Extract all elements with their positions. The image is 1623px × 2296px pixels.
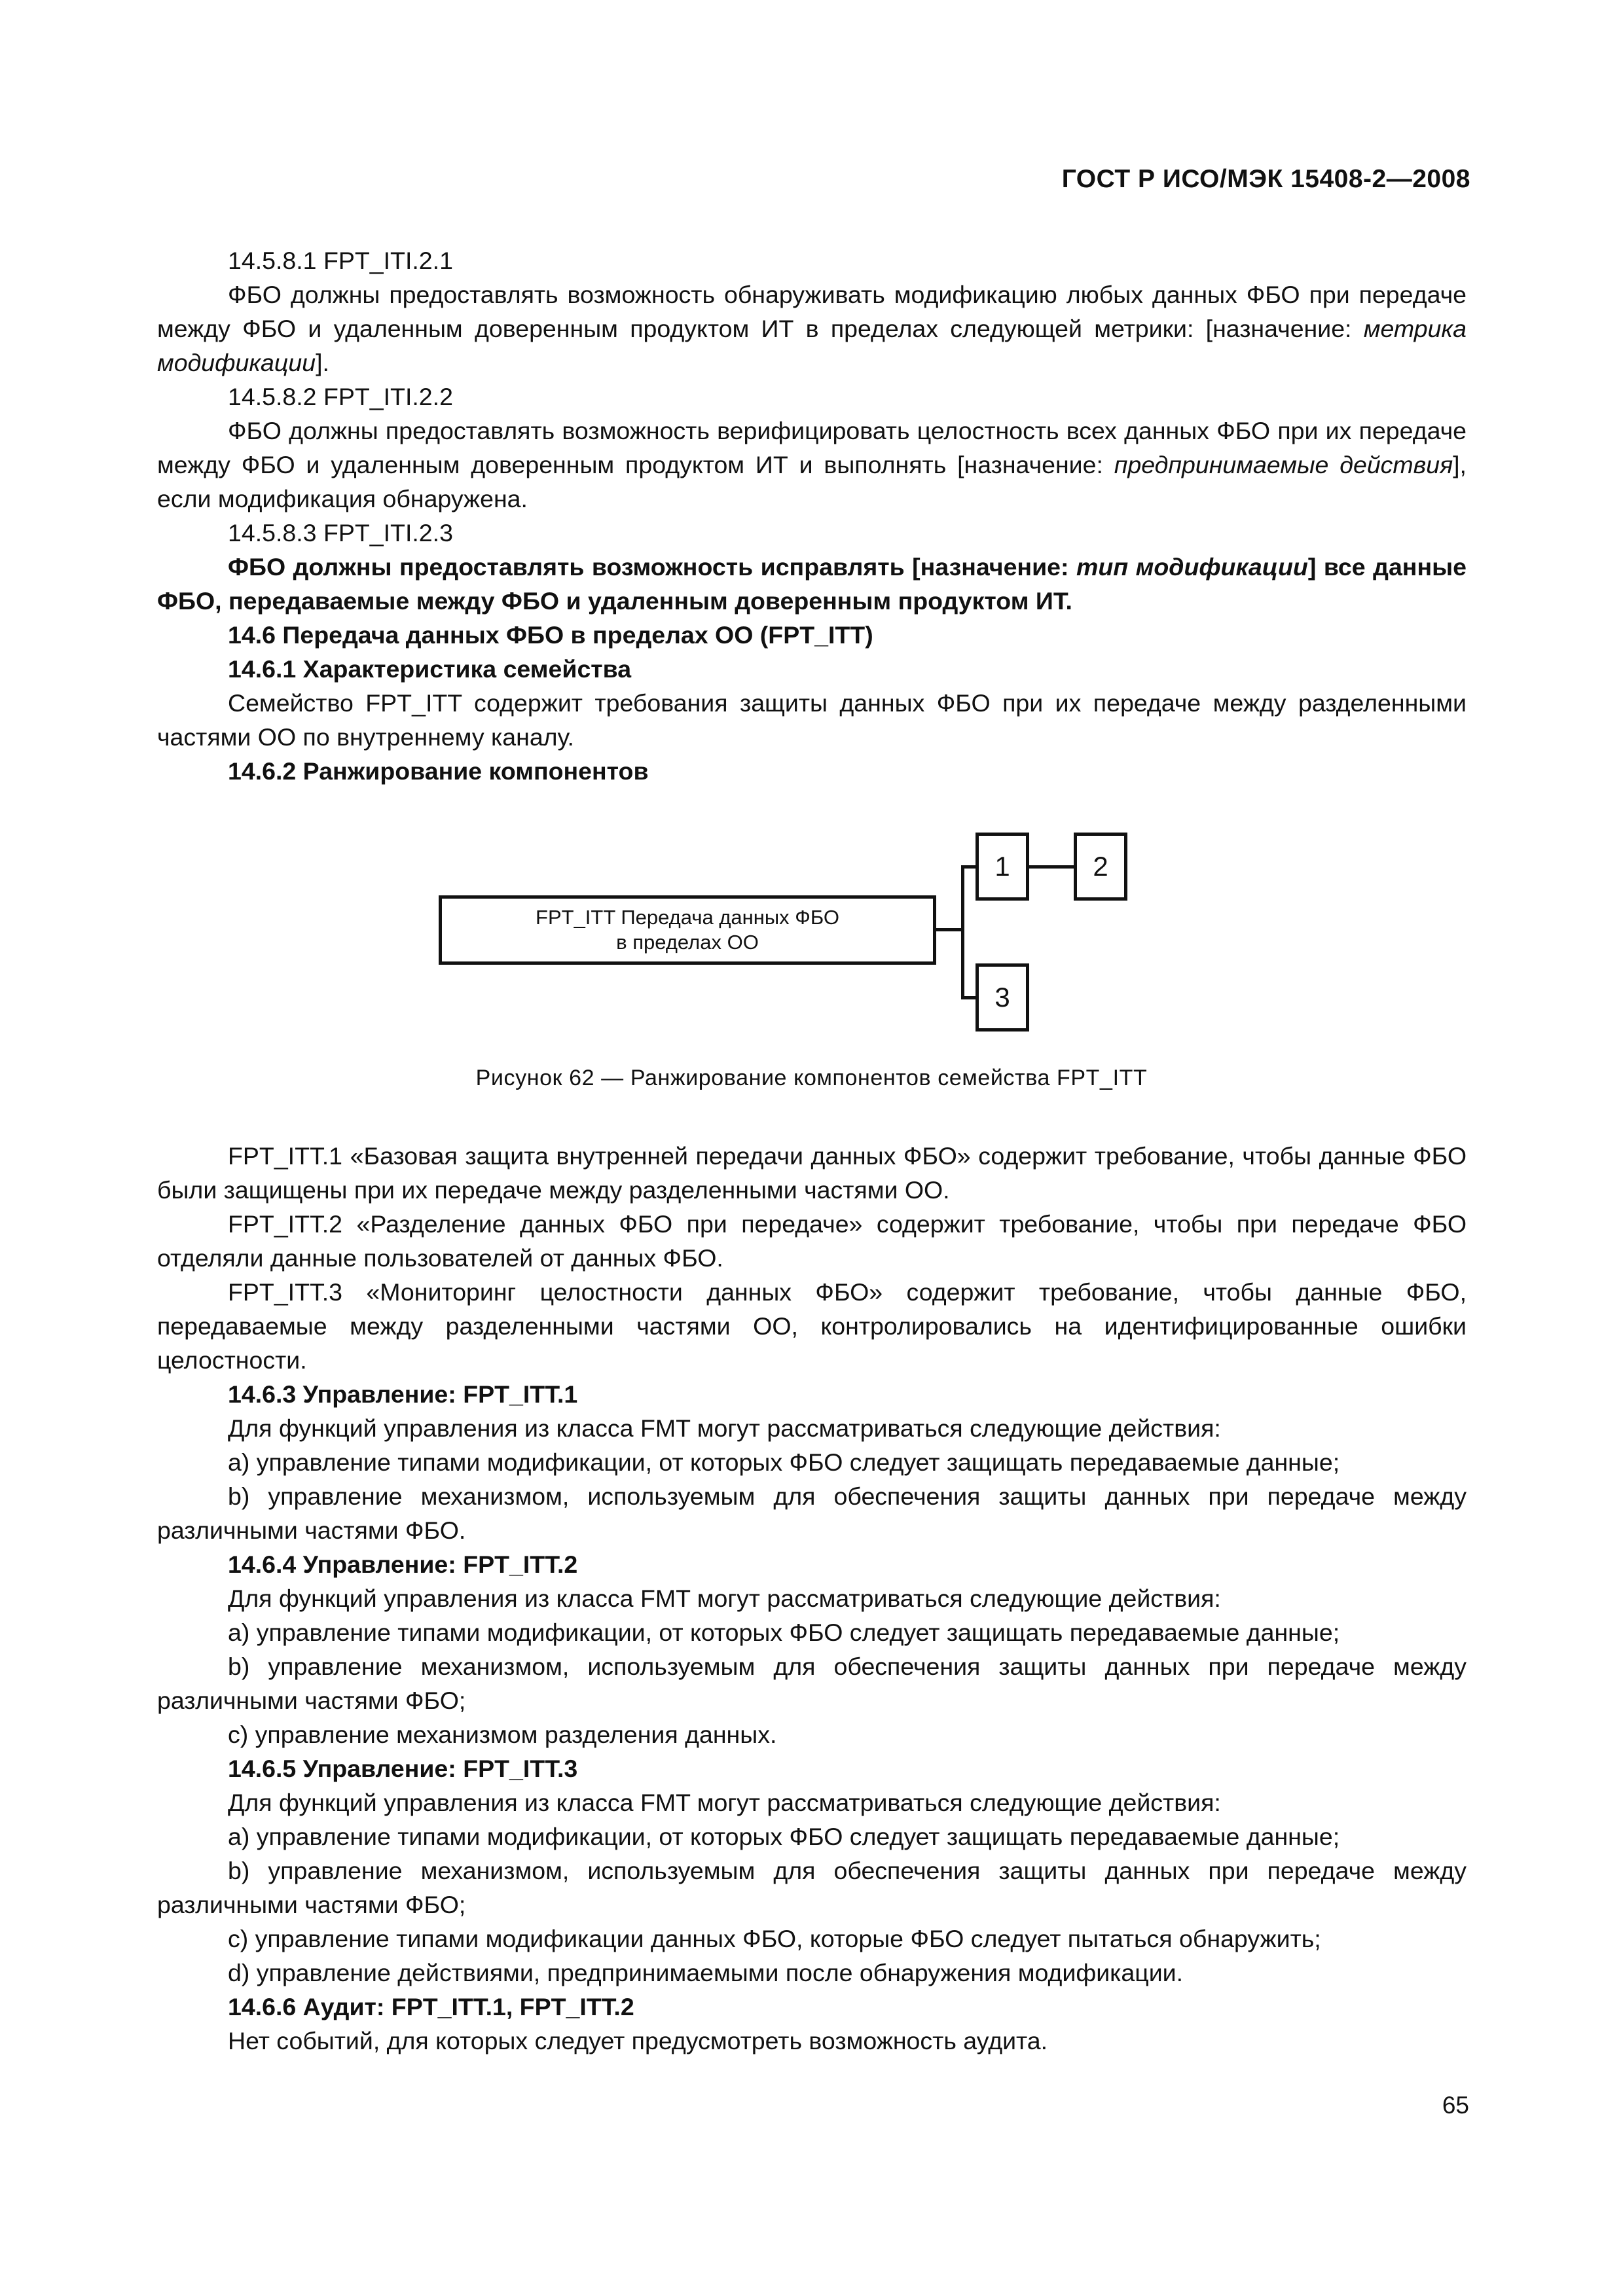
figure-caption: Рисунок 62 — Ранжирование компонентов семейства FPT_ITT [475, 1066, 1148, 1090]
management-intro: Для функций управления из класса FMT могут рассматриваться следующие действия: [228, 1585, 1221, 1612]
subsection-heading: 14.6.3 Управление: FPT_ITT.1 [228, 1380, 578, 1408]
page-number: 65 [1442, 2092, 1469, 2119]
subsection-heading: 14.6.6 Аудит: FPT_ITT.1, FPT_ITT.2 [228, 1993, 634, 2020]
component-description: FPT_ITT.3 «Мониторинг целостности данных ФБО» содержит требование, чтобы данные ФБО, передаваемые между разделенными частями ОО, контролировались на идентифицированные ошибки целостности. [157, 1278, 1467, 1374]
document-header: ГОСТ Р ИСО/МЭК 15408-2—2008 [1061, 165, 1470, 193]
section-14-6-continued [157, 1139, 1467, 2058]
list-item: c) управление механизмом разделения данных. [228, 1721, 777, 1748]
requirement-text-bold: ФБО должны предоставлять возможность исправлять [назначение: тип модификации] все данные ФБО, передаваемые между ФБО и удаленным доверенным продуктом ИТ. [157, 553, 1467, 615]
component-description: FPT_ITT.2 «Разделение данных ФБО при передаче» содержит требование, чтобы при передаче ФБО отделяли данные пользователей от данных ФБО. [157, 1210, 1467, 1272]
list-item: b) управление механизмом, используемым для обеспечения защиты данных при передаче между различными частями ФБО. [157, 1482, 1467, 1544]
component-description: FPT_ITT.1 «Базовая защита внутренней передачи данных ФБО» содержит требование, чтобы данные ФБО были защищены при их передаче между разделенными частями ОО. [157, 1142, 1467, 1204]
subsection-heading: 14.6.5 Управление: FPT_ITT.3 [228, 1755, 578, 1782]
section-heading: 14.6 Передача данных ФБО в пределах ОО (FPT_ITT) [228, 621, 873, 649]
list-item: a) управление типами модификации, от которых ФБО следует защищать передаваемые данные; [228, 1619, 1340, 1646]
clause-number: 14.5.8.1 FPT_ITI.2.1 [228, 247, 453, 274]
list-item: c) управление типами модификации данных ФБО, которые ФБО следует пытаться обнаружить; [228, 1925, 1321, 1952]
family-box: FPT_ITT Передача данных ФБО в пределах ОО [439, 895, 936, 965]
list-item: b) управление механизмом, используемым для обеспечения защиты данных при передаче между различными частями ФБО; [157, 1857, 1467, 1918]
component-box-1: 1 [976, 833, 1029, 901]
component-box-3: 3 [976, 963, 1029, 1031]
subsection-heading: 14.6.4 Управление: FPT_ITT.2 [228, 1551, 578, 1578]
list-item: b) управление механизмом, используемым для обеспечения защиты данных при передаче между различными частями ФБО; [157, 1653, 1467, 1714]
subsection-heading: 14.6.1 Характеристика семейства [228, 655, 632, 683]
requirement-text: ФБО должны предоставлять возможность обнаруживать модификацию любых данных ФБО при передаче между ФБО и удаленным доверенным продуктом ИТ в пределах следующей метрики: [назначение: метрика модификации]. [157, 281, 1467, 376]
list-item: d) управление действиями, предпринимаемыми после обнаружения модификации. [228, 1959, 1184, 1986]
subsection-heading: 14.6.2 Ранжирование компонентов [228, 757, 649, 785]
clause-number: 14.5.8.3 FPT_ITI.2.3 [228, 519, 453, 547]
list-item: a) управление типами модификации, от которых ФБО следует защищать передаваемые данные; [228, 1823, 1340, 1850]
list-item: a) управление типами модификации, от которых ФБО следует защищать передаваемые данные; [228, 1448, 1340, 1476]
component-box-2: 2 [1074, 833, 1127, 901]
section-14-5-8 [157, 243, 1467, 788]
family-description: Семейство FPT_ITT содержит требования защиты данных ФБО при их передаче между разделенными частями ОО по внутреннему каналу. [157, 689, 1467, 751]
management-intro: Для функций управления из класса FMT могут рассматриваться следующие действия: [228, 1414, 1221, 1442]
requirement-text: ФБО должны предоставлять возможность верифицировать целостность всех данных ФБО при их передаче между ФБО и удаленным доверенным продуктом ИТ и выполнять [назначение: предпринимаемые действия], если модификация обнаружена. [157, 417, 1467, 512]
component-levelling-diagram [432, 818, 1152, 1034]
management-intro: Для функций управления из класса FMT могут рассматриваться следующие действия: [228, 1789, 1221, 1816]
audit-text: Нет событий, для которых следует предусмотреть возможность аудита. [228, 2027, 1048, 2054]
clause-number: 14.5.8.2 FPT_ITI.2.2 [228, 383, 453, 410]
